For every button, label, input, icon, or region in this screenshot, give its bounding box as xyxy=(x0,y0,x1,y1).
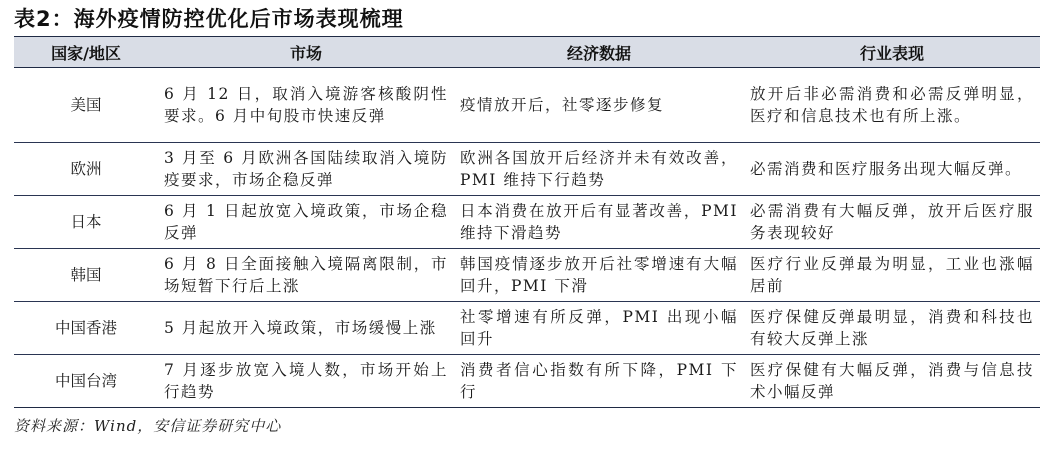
source-note: 资料来源：Wind，安信证券研究中心 xyxy=(14,417,282,435)
cell-market: 7 月逐步放宽入境人数，市场开始上行趋势 xyxy=(158,355,454,408)
cell-market: 6 月 12 日，取消入境游客核酸阴性要求。6 月中旬股市快速反弹 xyxy=(158,68,454,143)
cell-economy: 日本消费在放开后有显著改善，PMI 维持下滑趋势 xyxy=(454,196,744,249)
header-economy: 经济数据 xyxy=(454,37,744,68)
cell-industry: 医疗行业反弹最为明显，工业也涨幅居前 xyxy=(744,249,1040,302)
cell-industry: 医疗保健反弹最明显，消费和科技也有较大反弹上涨 xyxy=(744,302,1040,355)
cell-market: 5 月起放开入境政策，市场缓慢上涨 xyxy=(158,302,454,355)
cell-region: 欧洲 xyxy=(14,143,158,196)
table-row xyxy=(14,68,1040,143)
table-row xyxy=(14,249,1040,302)
table-row xyxy=(14,302,1040,355)
cell-economy: 疫情放开后，社零逐步修复 xyxy=(454,68,744,143)
cell-industry: 放开后非必需消费和必需反弹明显，医疗和信息技术也有所上涨。 xyxy=(744,68,1040,143)
cell-region: 中国香港 xyxy=(14,302,158,355)
cell-industry: 医疗保健有大幅反弹，消费与信息技术小幅反弹 xyxy=(744,355,1040,408)
cell-economy: 韩国疫情逐步放开后社零增速有大幅回升，PMI 下滑 xyxy=(454,249,744,302)
cell-region: 美国 xyxy=(14,68,158,143)
cell-market: 6 月 8 日全面接触入境隔离限制，市场短暂下行后上涨 xyxy=(158,249,454,302)
header-region: 国家/地区 xyxy=(14,37,158,68)
cell-market: 6 月 1 日起放宽入境政策，市场企稳反弹 xyxy=(158,196,454,249)
table-row xyxy=(14,355,1040,408)
header-market: 市场 xyxy=(158,37,454,68)
table-header-row xyxy=(14,37,1040,68)
cell-region: 中国台湾 xyxy=(14,355,158,408)
table-row xyxy=(14,143,1040,196)
cell-economy: 欧洲各国放开后经济并未有效改善，PMI 维持下行趋势 xyxy=(454,143,744,196)
cell-market: 3 月至 6 月欧洲各国陆续取消入境防疫要求，市场企稳反弹 xyxy=(158,143,454,196)
cell-industry: 必需消费和医疗服务出现大幅反弹。 xyxy=(744,143,1040,196)
market-table xyxy=(14,36,1040,408)
cell-region: 日本 xyxy=(14,196,158,249)
table-row xyxy=(14,196,1040,249)
cell-industry: 必需消费有大幅反弹，放开后医疗服务表现较好 xyxy=(744,196,1040,249)
table-title: 表2：海外疫情防控优化后市场表现梳理 xyxy=(14,7,404,31)
cell-economy: 社零增速有所反弹，PMI 出现小幅回升 xyxy=(454,302,744,355)
header-industry: 行业表现 xyxy=(744,37,1040,68)
cell-economy: 消费者信心指数有所下降，PMI 下行 xyxy=(454,355,744,408)
cell-region: 韩国 xyxy=(14,249,158,302)
